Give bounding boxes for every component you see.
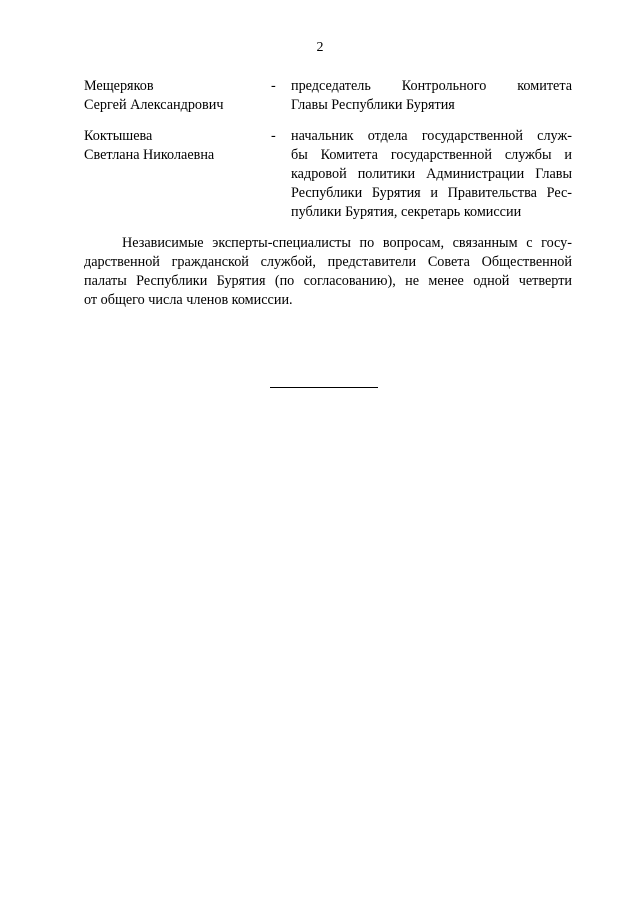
member-role-line: кадровой политики Администрации Главы [291, 166, 572, 182]
paragraph-line: от общего числа членов комиссии. [84, 292, 293, 308]
experts-paragraph [84, 234, 572, 310]
member-dash: - [271, 78, 276, 94]
member-role-line: председатель Контрольного комитета [291, 78, 572, 94]
member-surname: Коктышева [84, 128, 153, 144]
member-dash: - [271, 128, 276, 144]
closing-divider [270, 387, 378, 388]
member-role-line: начальник отдела государственной служ- [291, 128, 572, 144]
member-name [84, 77, 274, 115]
paragraph-line: Независимые эксперты-специалисты по вопросам, связанным с госу- [122, 235, 572, 251]
member-given-names: Сергей Александрович [84, 97, 224, 113]
member-role-line: Главы Республики Бурятия [291, 97, 455, 113]
page-number: 2 [316, 40, 324, 55]
member-role-line: бы Комитета государственной службы и [291, 147, 572, 163]
member-name [84, 127, 274, 165]
paragraph-line: палаты Республики Бурятия (по согласованию), не менее одной четверти [84, 273, 572, 289]
member-role [291, 77, 572, 115]
member-role-line: Республики Бурятия и Правительства Рес- [291, 185, 572, 201]
member-role [291, 127, 572, 222]
member-given-names: Светлана Николаевна [84, 147, 215, 163]
member-surname: Мещеряков [84, 78, 154, 94]
paragraph-line: дарственной гражданской службой, представители Совета Общественной [84, 254, 572, 270]
member-role-line: публики Бурятия, секретарь комиссии [291, 204, 522, 220]
